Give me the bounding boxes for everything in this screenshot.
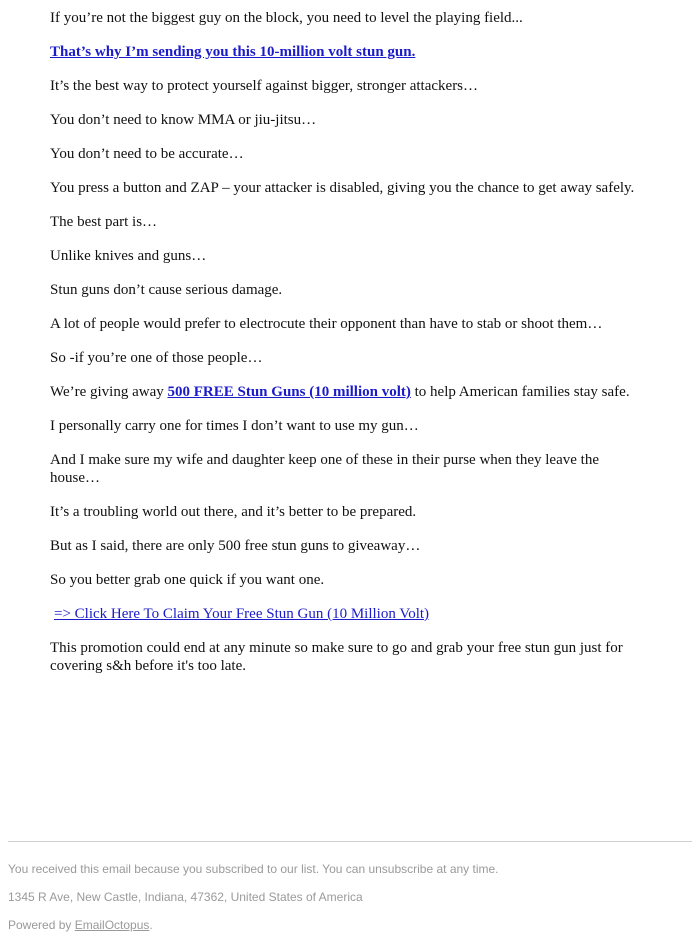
claim-stun-gun-link[interactable]: => Click Here To Claim Your Free Stun Gun (10 Million Volt) [54, 606, 430, 622]
body-paragraph: A lot of people would prefer to electrocute their opponent than have to stab or shoot them… [50, 316, 603, 332]
body-paragraph: I personally carry one for times I don’t want to use my gun… [50, 418, 419, 434]
giveaway-link[interactable]: 500 FREE Stun Guns (10 million volt) [167, 384, 411, 400]
closing-paragraph: This promotion could end at any minute so make sure to go and grab your free stun gun just for covering s&h before it's too late. [50, 640, 623, 674]
headline-link[interactable]: That’s why I’m sending you this 10-million volt stun gun. [50, 44, 416, 60]
body-paragraph: And I make sure my wife and daughter keep one of these in their purse when they leave the house… [50, 452, 599, 486]
giveaway-prefix: We’re giving away [50, 384, 168, 400]
body-paragraph: So -if you’re one of those people… [50, 350, 263, 366]
body-paragraph: You press a button and ZAP – your attacker is disabled, giving you the chance to get away safely. [50, 180, 635, 196]
body-paragraph: You don’t need to know MMA or jiu-jitsu… [50, 112, 317, 128]
cta-paragraph [50, 605, 650, 623]
headline-paragraph [50, 43, 650, 61]
body-paragraph: Stun guns don’t cause serious damage. [50, 282, 283, 298]
giveaway-suffix: to help American families stay safe. [410, 384, 630, 400]
body-paragraph: The best part is… [50, 214, 158, 230]
emailoctopus-link[interactable]: EmailOctopus [74, 918, 150, 932]
body-paragraph: It’s the best way to protect yourself against bigger, stronger attackers… [50, 78, 479, 94]
intro-paragraph: If you’re not the biggest guy on the block, you need to level the playing field... [50, 10, 523, 26]
email-body [50, 0, 650, 691]
subscribe-notice: You received this email because you subscribed to our list. You can unsubscribe at any time. [8, 862, 499, 876]
giveaway-paragraph [50, 383, 650, 401]
sender-address: 1345 R Ave, New Castle, Indiana, 47362, United States of America [8, 890, 363, 904]
powered-by-suffix: . [149, 918, 153, 932]
footer-divider [8, 841, 692, 842]
body-paragraph: But as I said, there are only 500 free stun guns to giveaway… [50, 538, 421, 554]
powered-by-prefix: Powered by [8, 918, 75, 932]
powered-by [8, 918, 692, 932]
body-paragraph: Unlike knives and guns… [50, 248, 207, 264]
email-footer [8, 862, 692, 946]
body-paragraph: It’s a troubling world out there, and it’s better to be prepared. [50, 504, 417, 520]
body-paragraph: You don’t need to be accurate… [50, 146, 244, 162]
body-paragraph: So you better grab one quick if you want one. [50, 572, 325, 588]
